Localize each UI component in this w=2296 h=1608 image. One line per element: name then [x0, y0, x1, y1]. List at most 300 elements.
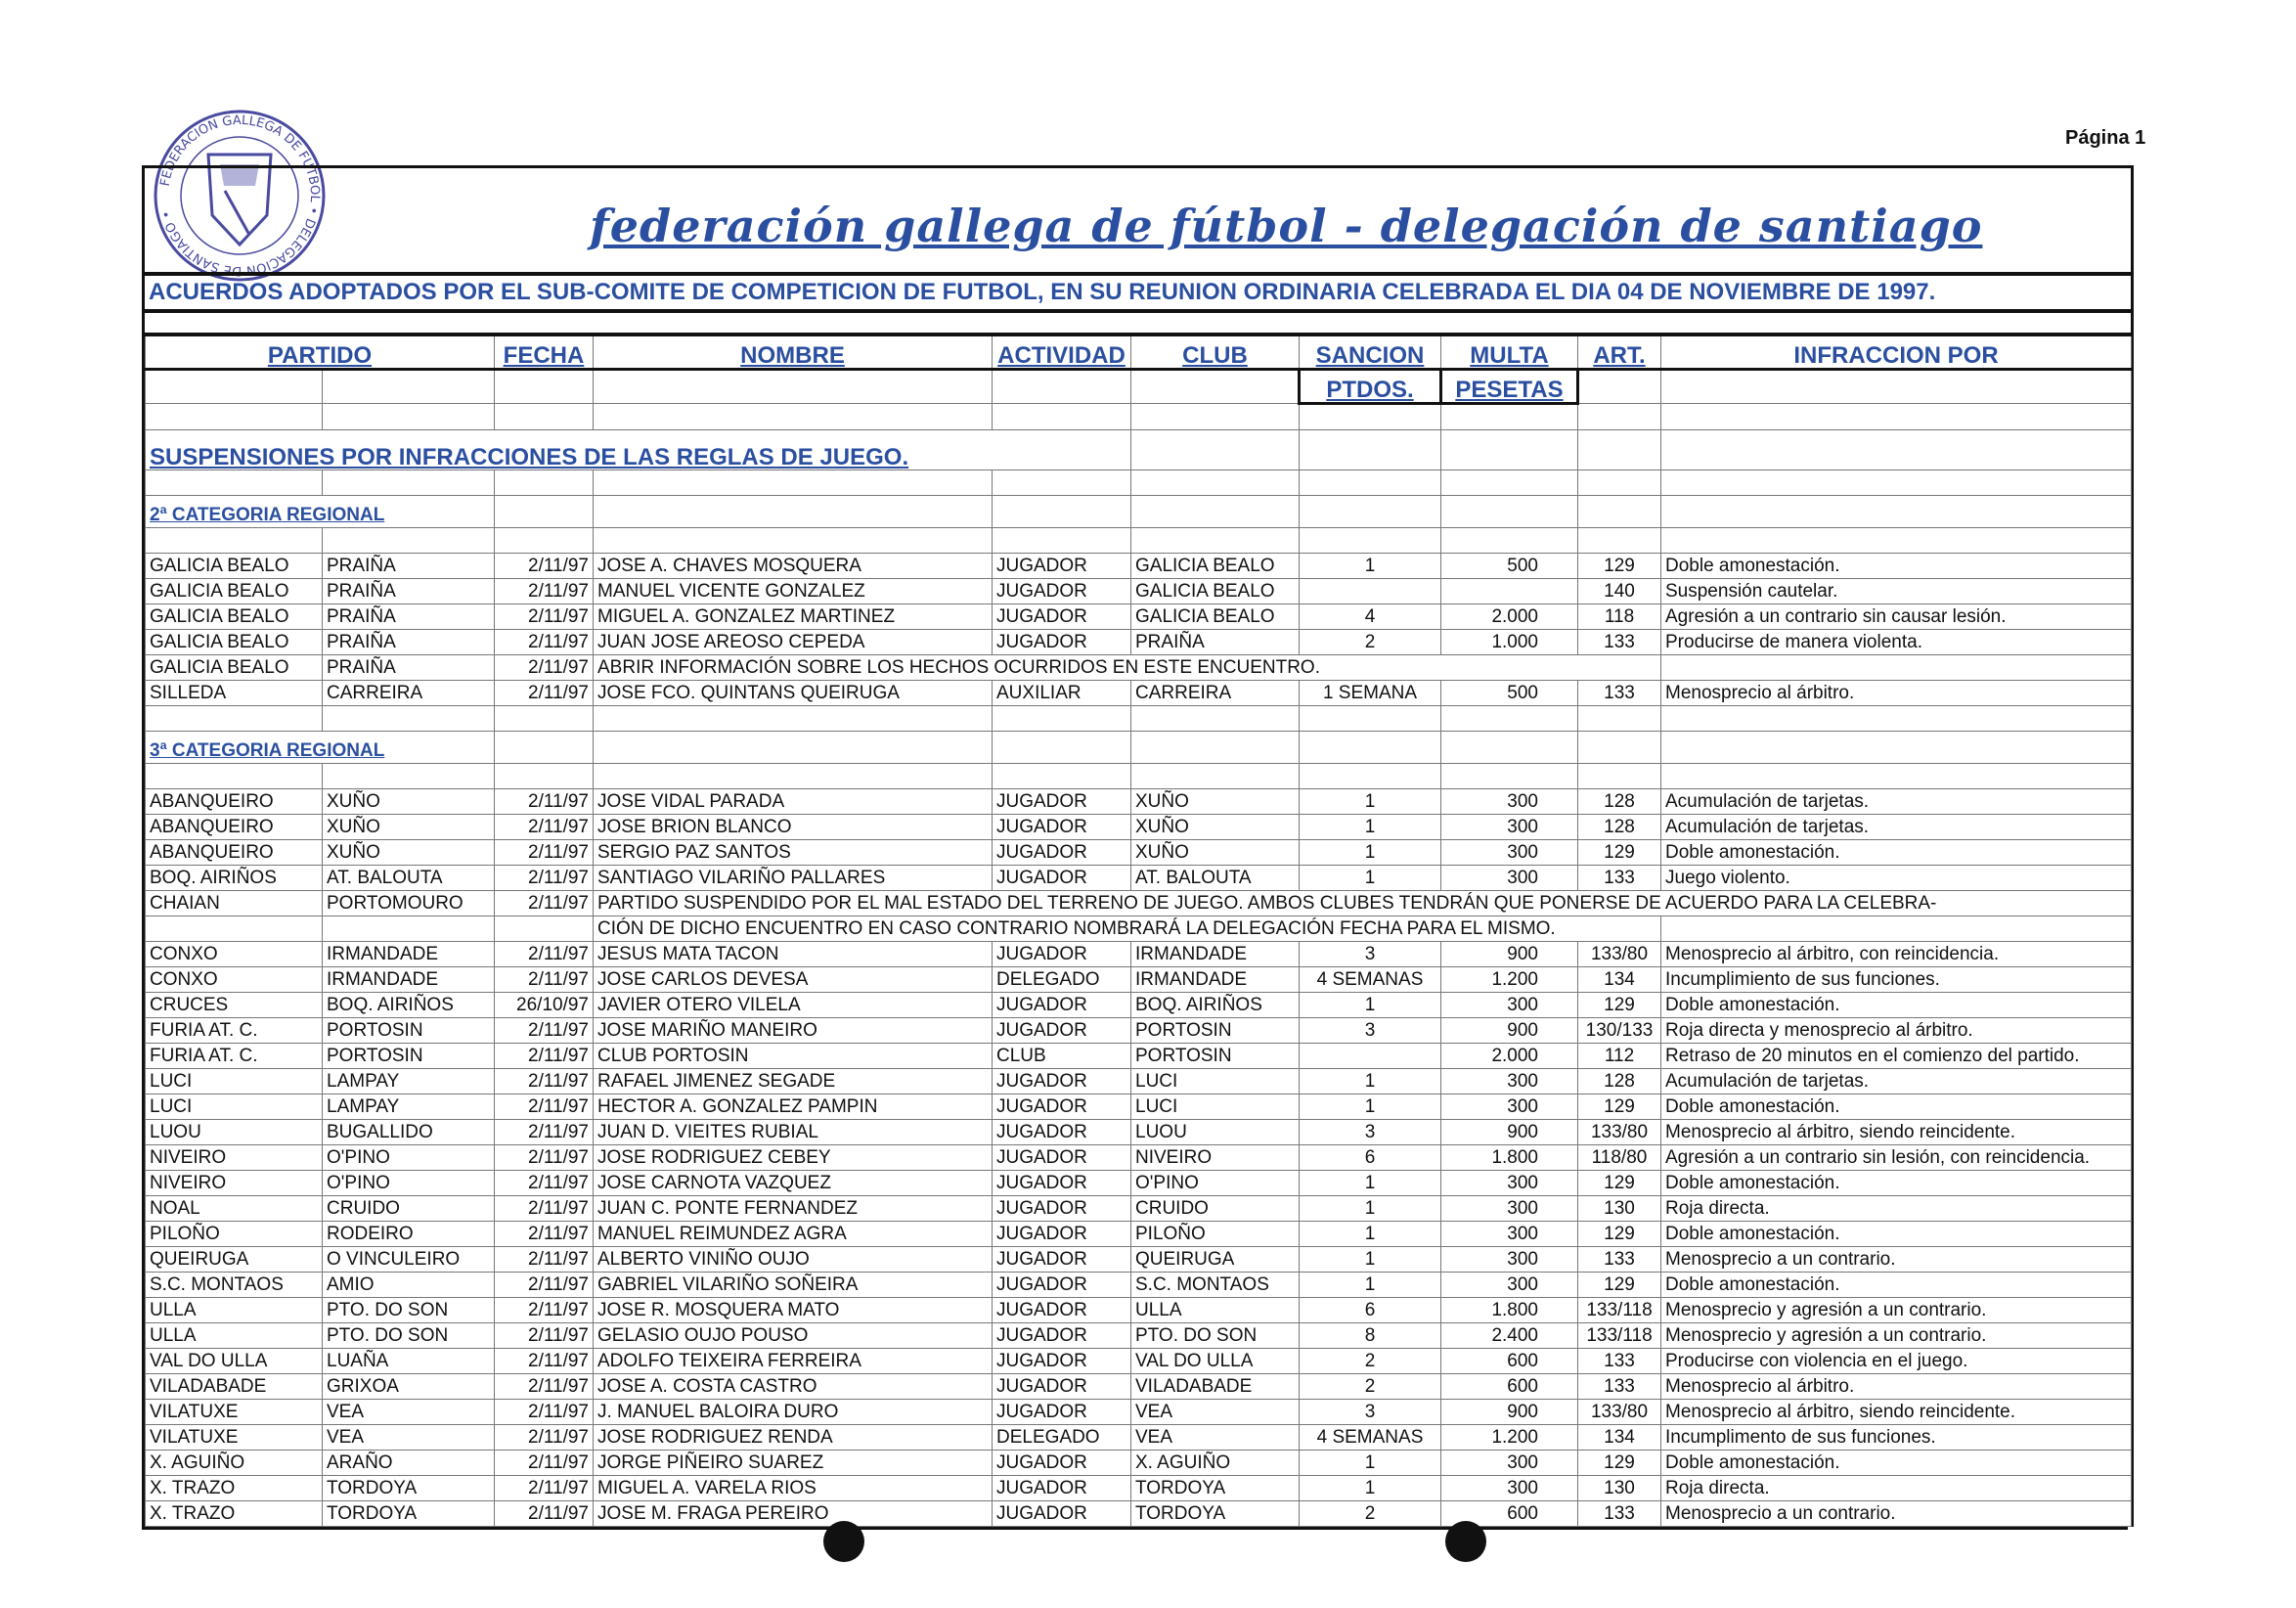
cell-actividad: JUGADOR — [993, 1501, 1131, 1527]
cell-fecha: 2/11/97 — [495, 554, 594, 579]
cell-actividad: JUGADOR — [993, 1476, 1131, 1501]
cell-infraccion: Menosprecio al árbitro, siendo reincidente. — [1661, 1120, 2132, 1145]
cell-sancion: 1 — [1300, 1273, 1441, 1298]
cell-club: PORTOSIN — [1131, 1044, 1300, 1069]
table-subheader-row — [146, 370, 2132, 404]
empty-cell — [1131, 732, 1300, 764]
cell-infraccion: Suspensión cautelar. — [1661, 579, 2132, 604]
empty-cell — [594, 732, 993, 764]
cell-art: 130 — [1578, 1476, 1661, 1501]
cell-partido-away: XUÑO — [323, 815, 495, 840]
empty-cell — [1441, 764, 1578, 789]
cell-multa: 2.000 — [1441, 1044, 1578, 1069]
cell-fecha: 2/11/97 — [495, 942, 594, 967]
cell-partido-home: X. AGUIÑO — [146, 1451, 323, 1476]
cell-fecha: 2/11/97 — [495, 1069, 594, 1094]
cell-sancion: 4 SEMANAS — [1300, 1425, 1441, 1451]
cell-multa: 600 — [1441, 1501, 1578, 1527]
empty-cell — [594, 370, 993, 404]
header-partido: PARTIDO — [146, 335, 495, 370]
cell-partido-away: CRUIDO — [323, 1196, 495, 1222]
cell-actividad: JUGADOR — [993, 604, 1131, 630]
cell-actividad: JUGADOR — [993, 1196, 1131, 1222]
cell-nombre: JOSE A. COSTA CASTRO — [594, 1374, 993, 1400]
cell-nombre: JOSE CARNOTA VAZQUEZ — [594, 1171, 993, 1196]
empty-cell — [993, 370, 1131, 404]
cell-fecha: 2/11/97 — [495, 1273, 594, 1298]
cell-partido-away: ARAÑO — [323, 1451, 495, 1476]
cell-actividad: AUXILIAR — [993, 681, 1131, 706]
table-row — [146, 891, 2132, 916]
cell-nombre: MIGUEL A. GONZALEZ MARTINEZ — [594, 604, 993, 630]
table-row — [146, 604, 2132, 630]
cell-partido-home: GALICIA BEALO — [146, 630, 323, 655]
cell-nombre: JOSE FCO. QUINTANS QUEIRUGA — [594, 681, 993, 706]
cell-multa: 300 — [1441, 866, 1578, 891]
cell-infraccion: Menosprecio y agresión a un contrario. — [1661, 1298, 2132, 1323]
header-infraccion: INFRACCION POR — [1661, 335, 2132, 370]
cell-partido-away: O'PINO — [323, 1145, 495, 1171]
cell-actividad: JUGADOR — [993, 1222, 1131, 1247]
cell-infraccion: Menosprecio y agresión a un contrario. — [1661, 1323, 2132, 1349]
empty-cell — [1441, 706, 1578, 732]
cell-infraccion: Roja directa. — [1661, 1476, 2132, 1501]
cell-infraccion: Producirse de manera violenta. — [1661, 630, 2132, 655]
cell-fecha: 2/11/97 — [495, 1476, 594, 1501]
header-multa: MULTA — [1441, 335, 1578, 370]
empty-cell — [1661, 655, 2132, 681]
empty-cell — [323, 528, 495, 554]
cell-sancion: 1 — [1300, 1196, 1441, 1222]
cell-club: O'PINO — [1131, 1171, 1300, 1196]
cell-art: 133 — [1578, 630, 1661, 655]
section-title: SUSPENSIONES POR INFRACCIONES DE LAS REGLAS DE JUEGO. — [146, 430, 1131, 470]
empty-cell — [1661, 916, 2132, 942]
cell-sancion — [1300, 579, 1441, 604]
cell-nombre: GABRIEL VILARIÑO SOÑEIRA — [594, 1273, 993, 1298]
cell-actividad: JUGADOR — [993, 840, 1131, 866]
cell-partido-home: NOAL — [146, 1196, 323, 1222]
empty-cell — [1131, 430, 1300, 470]
cell-fecha: 2/11/97 — [495, 1451, 594, 1476]
empty-cell — [1300, 528, 1441, 554]
document-title: federación gallega de fútbol - delegación de santiago — [590, 200, 1983, 252]
table-row — [146, 1425, 2132, 1451]
header-sancion: SANCION — [1300, 335, 1441, 370]
empty-cell — [1578, 528, 1661, 554]
cell-partido-away: IRMANDADE — [323, 967, 495, 993]
cell-infraccion: Incumplimiento de sus funciones. — [1661, 967, 2132, 993]
cell-sancion: 1 — [1300, 1476, 1441, 1501]
cell-partido-home: LUOU — [146, 1120, 323, 1145]
cell-actividad: JUGADOR — [993, 1120, 1131, 1145]
cell-partido-away: PTO. DO SON — [323, 1298, 495, 1323]
cell-club: PTO. DO SON — [1131, 1323, 1300, 1349]
cell-actividad: JUGADOR — [993, 1171, 1131, 1196]
cell-fecha: 2/11/97 — [495, 1374, 594, 1400]
cell-sancion: 3 — [1300, 1120, 1441, 1145]
cell-art: 133 — [1578, 1247, 1661, 1273]
cell-partido-away: AMIO — [323, 1273, 495, 1298]
spacer-row — [146, 430, 2132, 470]
empty-cell — [1131, 528, 1300, 554]
cell-club: LUOU — [1131, 1120, 1300, 1145]
table-row — [146, 866, 2132, 891]
table-row — [146, 1171, 2132, 1196]
cell-sancion: 1 — [1300, 1094, 1441, 1120]
cell-nombre: JOSE RODRIGUEZ RENDA — [594, 1425, 993, 1451]
empty-cell — [1300, 706, 1441, 732]
cell-partido-home — [146, 916, 323, 942]
table-row — [146, 554, 2132, 579]
table-row — [146, 789, 2132, 815]
cell-fecha: 2/11/97 — [495, 1171, 594, 1196]
cell-art: 133/80 — [1578, 1400, 1661, 1425]
cell-partido-home: LUCI — [146, 1069, 323, 1094]
empty-cell — [495, 404, 594, 430]
empty-cell — [1300, 764, 1441, 789]
cell-partido-home: PILOÑO — [146, 1222, 323, 1247]
spacer-row — [146, 528, 2132, 554]
table-bottom-border — [142, 1527, 2128, 1530]
cell-fecha — [495, 916, 594, 942]
empty-cell — [1578, 732, 1661, 764]
punch-hole — [823, 1521, 864, 1562]
cell-club: PORTOSIN — [1131, 1018, 1300, 1044]
cell-partido-away: PTO. DO SON — [323, 1323, 495, 1349]
empty-cell — [1661, 764, 2132, 789]
cell-partido-home: GALICIA BEALO — [146, 579, 323, 604]
table-row — [146, 916, 2132, 942]
cell-partido-away: O VINCULEIRO — [323, 1247, 495, 1273]
empty-cell — [146, 706, 323, 732]
cell-nombre: JORGE PIÑEIRO SUAREZ — [594, 1451, 993, 1476]
empty-cell — [1661, 732, 2132, 764]
empty-cell — [1131, 706, 1300, 732]
cell-sancion: 4 SEMANAS — [1300, 967, 1441, 993]
table-row — [146, 1222, 2132, 1247]
empty-cell — [495, 706, 594, 732]
cell-partido-home: SILLEDA — [146, 681, 323, 706]
cell-infraccion: Doble amonestación. — [1661, 1094, 2132, 1120]
empty-cell — [1441, 404, 1578, 430]
empty-cell — [993, 732, 1131, 764]
cell-fecha: 2/11/97 — [495, 1501, 594, 1527]
cell-club: GALICIA BEALO — [1131, 554, 1300, 579]
page-number: Página 1 — [2065, 127, 2146, 149]
cell-partido-away: PRAIÑA — [323, 604, 495, 630]
cell-club: VEA — [1131, 1400, 1300, 1425]
cell-infraccion: Menosprecio a un contrario. — [1661, 1247, 2132, 1273]
cell-multa: 600 — [1441, 1349, 1578, 1374]
cell-club: IRMANDADE — [1131, 942, 1300, 967]
cell-club: GALICIA BEALO — [1131, 604, 1300, 630]
empty-cell — [146, 404, 323, 430]
cell-sancion: 6 — [1300, 1145, 1441, 1171]
cell-club: XUÑO — [1131, 815, 1300, 840]
table-header-row — [146, 335, 2132, 370]
cell-nombre: JOSE A. CHAVES MOSQUERA — [594, 554, 993, 579]
cell-multa: 300 — [1441, 840, 1578, 866]
cell-nombre: JUAN D. VIEITES RUBIAL — [594, 1120, 993, 1145]
cell-partido-away: AT. BALOUTA — [323, 866, 495, 891]
cell-multa: 300 — [1441, 1273, 1578, 1298]
empty-cell — [146, 470, 323, 496]
empty-cell — [594, 404, 993, 430]
cell-art: 128 — [1578, 789, 1661, 815]
cell-actividad: JUGADOR — [993, 815, 1131, 840]
cell-actividad: DELEGADO — [993, 967, 1131, 993]
header-actividad: ACTIVIDAD — [993, 335, 1131, 370]
cell-sancion: 6 — [1300, 1298, 1441, 1323]
cell-art: 130 — [1578, 1196, 1661, 1222]
cell-partido-home: BOQ. AIRIÑOS — [146, 866, 323, 891]
empty-cell — [1661, 528, 2132, 554]
header-nombre: NOMBRE — [594, 335, 993, 370]
cell-art: 112 — [1578, 1044, 1661, 1069]
cell-multa: 300 — [1441, 993, 1578, 1018]
cell-multa: 900 — [1441, 1400, 1578, 1425]
cell-infraccion: Doble amonestación. — [1661, 1222, 2132, 1247]
cell-fecha: 2/11/97 — [495, 579, 594, 604]
cell-multa — [1441, 579, 1578, 604]
cell-note: CIÓN DE DICHO ENCUENTRO EN CASO CONTRARIO NOMBRARÁ LA DELEGACIÓN FECHA PARA EL MISMO. — [594, 916, 1661, 942]
cell-infraccion: Doble amonestación. — [1661, 554, 2132, 579]
cell-nombre: JAVIER OTERO VILELA — [594, 993, 993, 1018]
empty-cell — [1661, 404, 2132, 430]
cell-partido-home: GALICIA BEALO — [146, 554, 323, 579]
cell-nombre: JOSE VIDAL PARADA — [594, 789, 993, 815]
cell-art: 128 — [1578, 815, 1661, 840]
cell-club: TORDOYA — [1131, 1501, 1300, 1527]
empty-cell — [993, 496, 1131, 528]
cell-art: 129 — [1578, 840, 1661, 866]
empty-cell — [323, 404, 495, 430]
empty-cell — [1578, 430, 1661, 470]
table-row — [146, 993, 2132, 1018]
cell-partido-away: PORTOSIN — [323, 1018, 495, 1044]
table-row — [146, 1018, 2132, 1044]
empty-cell — [594, 528, 993, 554]
cell-fecha: 2/11/97 — [495, 681, 594, 706]
cell-partido-away: PORTOSIN — [323, 1044, 495, 1069]
cell-multa: 1.000 — [1441, 630, 1578, 655]
cell-club: GALICIA BEALO — [1131, 579, 1300, 604]
cell-partido-away: PRAIÑA — [323, 630, 495, 655]
header-sancion-ptdos: PTDOS. — [1300, 370, 1441, 404]
cell-club: NIVEIRO — [1131, 1145, 1300, 1171]
spacer-row — [146, 706, 2132, 732]
cell-nombre: JOSE R. MOSQUERA MATO — [594, 1298, 993, 1323]
cell-multa: 300 — [1441, 1247, 1578, 1273]
cell-fecha: 2/11/97 — [495, 967, 594, 993]
cell-partido-away: XUÑO — [323, 840, 495, 866]
spacer-row — [146, 496, 2132, 528]
cell-multa: 1.800 — [1441, 1298, 1578, 1323]
cell-infraccion: Menosprecio al árbitro, con reincidencia. — [1661, 942, 2132, 967]
cell-nombre: JUAN C. PONTE FERNANDEZ — [594, 1196, 993, 1222]
empty-cell — [1578, 706, 1661, 732]
cell-fecha: 2/11/97 — [495, 1400, 594, 1425]
empty-cell — [323, 706, 495, 732]
cell-club: QUEIRUGA — [1131, 1247, 1300, 1273]
cell-partido-home: ABANQUEIRO — [146, 840, 323, 866]
cell-actividad: JUGADOR — [993, 579, 1131, 604]
cell-partido-away: LAMPAY — [323, 1069, 495, 1094]
table-row — [146, 1298, 2132, 1323]
empty-cell — [1441, 496, 1578, 528]
empty-cell — [1441, 430, 1578, 470]
table-row — [146, 1120, 2132, 1145]
cell-club: VILADABADE — [1131, 1374, 1300, 1400]
table-row — [146, 1501, 2132, 1527]
spacer-row — [146, 404, 2132, 430]
cell-sancion — [1300, 1044, 1441, 1069]
cell-partido-home: GALICIA BEALO — [146, 655, 323, 681]
cell-art: 129 — [1578, 1451, 1661, 1476]
cell-infraccion: Acumulación de tarjetas. — [1661, 815, 2132, 840]
cell-art: 134 — [1578, 967, 1661, 993]
cell-fecha: 2/11/97 — [495, 815, 594, 840]
cell-sancion: 1 — [1300, 789, 1441, 815]
cell-club: X. AGUIÑO — [1131, 1451, 1300, 1476]
table-row — [146, 1094, 2132, 1120]
cell-art: 140 — [1578, 579, 1661, 604]
cell-club: VAL DO ULLA — [1131, 1349, 1300, 1374]
cell-multa: 1.200 — [1441, 967, 1578, 993]
cell-nombre: JOSE M. FRAGA PEREIRO — [594, 1501, 993, 1527]
cell-sancion: 1 — [1300, 1069, 1441, 1094]
cell-sancion: 2 — [1300, 630, 1441, 655]
cell-actividad: JUGADOR — [993, 1273, 1131, 1298]
cell-actividad: JUGADOR — [993, 1069, 1131, 1094]
cell-multa: 500 — [1441, 681, 1578, 706]
cell-actividad: JUGADOR — [993, 1323, 1131, 1349]
cell-actividad: JUGADOR — [993, 1247, 1131, 1273]
cell-nombre: CLUB PORTOSIN — [594, 1044, 993, 1069]
table-row — [146, 1374, 2132, 1400]
cell-partido-home: FURIA AT. C. — [146, 1018, 323, 1044]
cell-club: PILOÑO — [1131, 1222, 1300, 1247]
cell-art: 118 — [1578, 604, 1661, 630]
cell-infraccion: Roja directa y menosprecio al árbitro. — [1661, 1018, 2132, 1044]
cell-nombre: MANUEL REIMUNDEZ AGRA — [594, 1222, 993, 1247]
cell-art: 129 — [1578, 1273, 1661, 1298]
empty-cell — [1661, 370, 2132, 404]
spacer-row — [146, 732, 2132, 764]
table-row — [146, 967, 2132, 993]
cell-partido-away: XUÑO — [323, 789, 495, 815]
cell-sancion: 1 — [1300, 1247, 1441, 1273]
cell-actividad: JUGADOR — [993, 942, 1131, 967]
empty-cell — [594, 496, 993, 528]
empty-cell — [323, 764, 495, 789]
table-row — [146, 1323, 2132, 1349]
cell-club: AT. BALOUTA — [1131, 866, 1300, 891]
cell-sancion: 2 — [1300, 1349, 1441, 1374]
cell-partido-away: RODEIRO — [323, 1222, 495, 1247]
cell-art: 133 — [1578, 1374, 1661, 1400]
empty-cell — [1441, 470, 1578, 496]
category-title: 2ª CATEGORIA REGIONAL — [146, 496, 495, 528]
cell-multa: 300 — [1441, 1476, 1578, 1501]
cell-nombre: JESUS MATA TACON — [594, 942, 993, 967]
cell-partido-home: X. TRAZO — [146, 1501, 323, 1527]
table-row — [146, 1145, 2132, 1171]
cell-multa: 300 — [1441, 789, 1578, 815]
spacer-row — [146, 764, 2132, 789]
table-row — [146, 840, 2132, 866]
cell-partido-away: VEA — [323, 1425, 495, 1451]
category-title: 3ª CATEGORIA REGIONAL — [146, 732, 495, 764]
empty-cell — [993, 404, 1131, 430]
table-row — [146, 655, 2132, 681]
cell-partido-away: TORDOYA — [323, 1476, 495, 1501]
cell-partido-home: ULLA — [146, 1323, 323, 1349]
cell-partido-home: NIVEIRO — [146, 1171, 323, 1196]
cell-sancion: 3 — [1300, 1400, 1441, 1425]
cell-multa: 300 — [1441, 1451, 1578, 1476]
cell-art: 118/80 — [1578, 1145, 1661, 1171]
cell-fecha: 2/11/97 — [495, 1425, 594, 1451]
cell-infraccion: Agresión a un contrario sin causar lesión. — [1661, 604, 2132, 630]
cell-club: LUCI — [1131, 1094, 1300, 1120]
empty-cell — [594, 706, 993, 732]
cell-multa: 500 — [1441, 554, 1578, 579]
cell-nombre: J. MANUEL BALOIRA DURO — [594, 1400, 993, 1425]
cell-actividad: JUGADOR — [993, 630, 1131, 655]
empty-cell — [495, 470, 594, 496]
cell-multa: 900 — [1441, 942, 1578, 967]
cell-art: 130/133 — [1578, 1018, 1661, 1044]
cell-club: IRMANDADE — [1131, 967, 1300, 993]
cell-nombre: JOSE MARIÑO MANEIRO — [594, 1018, 993, 1044]
cell-nombre: SANTIAGO VILARIÑO PALLARES — [594, 866, 993, 891]
table-row — [146, 1451, 2132, 1476]
cell-infraccion: Incumplimento de sus funciones. — [1661, 1425, 2132, 1451]
table-row — [146, 630, 2132, 655]
table-row — [146, 815, 2132, 840]
cell-art: 133/80 — [1578, 1120, 1661, 1145]
cell-art: 133 — [1578, 1349, 1661, 1374]
empty-cell — [1661, 496, 2132, 528]
cell-multa: 2.400 — [1441, 1323, 1578, 1349]
cell-club: LUCI — [1131, 1069, 1300, 1094]
cell-actividad: CLUB — [993, 1044, 1131, 1069]
cell-partido-away: PRAIÑA — [323, 554, 495, 579]
cell-fecha: 2/11/97 — [495, 1349, 594, 1374]
cell-partido-home: CONXO — [146, 942, 323, 967]
cell-partido-home: VAL DO ULLA — [146, 1349, 323, 1374]
cell-infraccion: Doble amonestación. — [1661, 1171, 2132, 1196]
cell-fecha: 2/11/97 — [495, 630, 594, 655]
cell-partido-away: PORTOMOURO — [323, 891, 495, 916]
cell-art: 133/118 — [1578, 1323, 1661, 1349]
cell-infraccion: Retraso de 20 minutos en el comienzo del partido. — [1661, 1044, 2132, 1069]
empty-cell — [1131, 470, 1300, 496]
empty-cell — [1661, 430, 2132, 470]
empty-cell — [146, 370, 323, 404]
cell-partido-away: BOQ. AIRIÑOS — [323, 993, 495, 1018]
cell-sancion: 1 — [1300, 1451, 1441, 1476]
cell-actividad: JUGADOR — [993, 1094, 1131, 1120]
cell-sancion: 2 — [1300, 1501, 1441, 1527]
table-row — [146, 1400, 2132, 1425]
cell-partido-home: GALICIA BEALO — [146, 604, 323, 630]
cell-fecha: 2/11/97 — [495, 655, 594, 681]
cell-club: VEA — [1131, 1425, 1300, 1451]
cell-partido-away: PRAIÑA — [323, 579, 495, 604]
